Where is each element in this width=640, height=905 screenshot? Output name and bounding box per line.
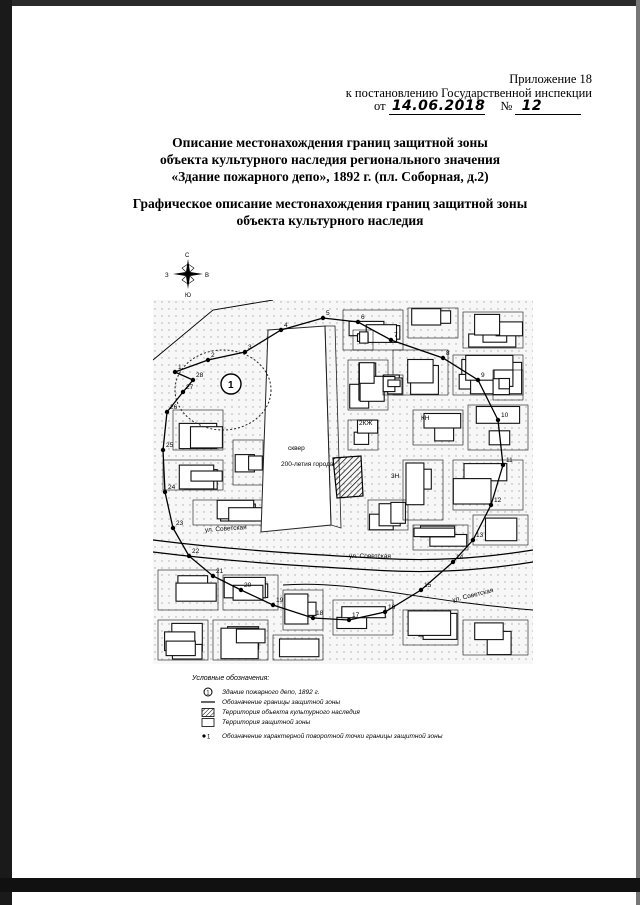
building bbox=[229, 508, 263, 521]
title-line: «Здание пожарного депо», 1892 г. (пл. Соборная, д.2) bbox=[171, 169, 489, 184]
turning-point bbox=[163, 490, 167, 494]
legend-title: Условные обозначения: bbox=[192, 675, 270, 682]
map-label-park: сквер bbox=[288, 445, 305, 452]
building bbox=[236, 629, 265, 643]
compass-rose-icon bbox=[164, 250, 212, 298]
building bbox=[486, 518, 517, 541]
legend-item-object bbox=[200, 687, 320, 697]
turning-point bbox=[383, 610, 387, 614]
turning-point-label: 9 bbox=[481, 372, 485, 379]
turning-point-label: 25 bbox=[166, 442, 174, 449]
turning-point-label: 16 bbox=[388, 604, 396, 611]
turning-point-label: 3 bbox=[248, 344, 252, 351]
title-line: объекта культурного наследия регионального значения bbox=[159, 152, 501, 167]
svg-text:1: 1 bbox=[206, 690, 210, 697]
turning-point bbox=[496, 418, 500, 422]
legend-item-boundary bbox=[200, 697, 340, 707]
date-number-line bbox=[374, 98, 584, 115]
turning-point bbox=[321, 316, 325, 320]
turning-point-label: 2 bbox=[211, 352, 215, 359]
turning-point bbox=[347, 618, 351, 622]
turning-point bbox=[239, 588, 243, 592]
turning-point-label: 14 bbox=[456, 554, 464, 561]
title-line: Описание местонахождения границ защитной зоны bbox=[172, 135, 488, 150]
turning-point-label: 6 bbox=[361, 314, 365, 321]
turning-point-label: 13 bbox=[476, 532, 484, 539]
central-square bbox=[261, 326, 331, 532]
turning-point-label: 12 bbox=[494, 497, 502, 504]
building bbox=[191, 427, 223, 448]
turning-point bbox=[173, 370, 177, 374]
building bbox=[414, 528, 455, 537]
turning-point-label: 27 bbox=[186, 384, 194, 391]
document-title bbox=[120, 134, 540, 185]
compass-east: В bbox=[205, 273, 210, 279]
cadastral-map bbox=[153, 300, 533, 664]
section-subtitle bbox=[120, 195, 540, 229]
turning-point-label: 4 bbox=[284, 322, 288, 329]
building bbox=[359, 363, 374, 384]
legend-item-point bbox=[200, 731, 442, 741]
building bbox=[475, 623, 504, 640]
legend-item-label: Территория объекта культурного наследия bbox=[222, 708, 360, 716]
turning-point-label: 26 bbox=[170, 404, 178, 411]
legend-item-heritage bbox=[200, 707, 360, 717]
turning-point bbox=[311, 616, 315, 620]
turning-point-label: 24 bbox=[168, 484, 176, 491]
turning-point bbox=[501, 463, 505, 467]
building bbox=[249, 456, 263, 470]
turning-point-label: 18 bbox=[316, 610, 324, 617]
map-label-street: ул. Советская bbox=[204, 524, 247, 534]
map-label-street: ул. Советская bbox=[349, 553, 391, 560]
scan-edge-bottom bbox=[0, 878, 640, 892]
map-label-zn: 3Н bbox=[391, 473, 400, 480]
turning-point bbox=[489, 503, 493, 507]
date-prefix: от bbox=[374, 99, 386, 113]
legend-item-label: Обозначение границы защитной зоны bbox=[222, 698, 341, 706]
number-value: 12 bbox=[521, 98, 543, 114]
turning-point-label: 23 bbox=[176, 520, 184, 527]
legend-item-label: Территория защитной зоны bbox=[222, 718, 311, 726]
building bbox=[354, 432, 368, 444]
subtitle-line: объекта культурного наследия bbox=[236, 213, 424, 228]
turning-point bbox=[279, 328, 283, 332]
number-prefix: № bbox=[500, 99, 513, 113]
turning-point bbox=[389, 338, 393, 342]
turning-point bbox=[476, 378, 480, 382]
building bbox=[342, 607, 386, 618]
turning-point-label: 11 bbox=[506, 457, 513, 464]
building bbox=[360, 332, 368, 343]
turning-point-label: 28 bbox=[196, 372, 204, 379]
legend-item-label: Здание пожарного депо, 1892 г. bbox=[222, 688, 320, 696]
building bbox=[408, 360, 433, 383]
turning-point-label: 21 bbox=[216, 568, 224, 575]
compass-west: З bbox=[165, 273, 169, 279]
map-drawing bbox=[153, 300, 533, 664]
turning-point bbox=[419, 588, 423, 592]
map-label-kzh: 2КЖ bbox=[359, 420, 373, 427]
svg-text:1: 1 bbox=[207, 734, 211, 740]
building bbox=[475, 314, 500, 335]
turning-point-label: 8 bbox=[446, 350, 450, 357]
turning-point-label: 10 bbox=[501, 412, 509, 419]
compass-north: С bbox=[185, 253, 190, 259]
map-label-square: 200-летия города bbox=[281, 461, 334, 468]
subtitle-line: Графическое описание местонахождения границ защитной зоны bbox=[132, 196, 528, 211]
building bbox=[408, 611, 451, 636]
turning-point-label: 15 bbox=[424, 582, 432, 589]
turning-point bbox=[271, 603, 275, 607]
appendix-header bbox=[292, 72, 592, 100]
compass-south: Ю bbox=[185, 293, 192, 298]
building bbox=[176, 583, 216, 601]
scan-edge-left bbox=[0, 0, 12, 905]
building bbox=[388, 380, 400, 387]
turning-point-label: 1 bbox=[178, 364, 182, 371]
building bbox=[412, 309, 441, 325]
date-value: 14.06.2018 bbox=[391, 98, 486, 114]
map-label-street: ул. Советская bbox=[451, 587, 495, 604]
turning-point bbox=[356, 320, 360, 324]
turning-point-label: 19 bbox=[276, 597, 284, 604]
legend-item-zone bbox=[200, 717, 310, 727]
building bbox=[280, 639, 319, 657]
turning-point bbox=[243, 350, 247, 354]
turning-point bbox=[181, 390, 185, 394]
turning-point-label: 5 bbox=[326, 310, 330, 317]
turning-point bbox=[165, 410, 169, 414]
turning-point-label: 20 bbox=[244, 582, 252, 589]
building bbox=[166, 641, 195, 656]
heritage-object-territory bbox=[333, 456, 363, 498]
turning-point bbox=[451, 560, 455, 564]
scan-edge-top bbox=[0, 0, 640, 6]
turning-point bbox=[187, 554, 191, 558]
building bbox=[453, 479, 491, 504]
building bbox=[424, 414, 461, 429]
scan-edge-right bbox=[636, 0, 640, 905]
turning-point bbox=[161, 448, 165, 452]
turning-point bbox=[211, 574, 215, 578]
building bbox=[191, 471, 222, 481]
turning-point-label: 7 bbox=[394, 332, 398, 339]
turning-point bbox=[191, 378, 195, 382]
building bbox=[499, 379, 510, 389]
object-marker-label: 1 bbox=[228, 380, 234, 391]
map-label-kn: КН bbox=[421, 415, 430, 422]
building bbox=[406, 463, 424, 505]
turning-point-label: 22 bbox=[192, 548, 200, 555]
turning-point bbox=[471, 538, 475, 542]
resolution-line: к постановлению Государственной инспекции bbox=[345, 86, 592, 100]
turning-point bbox=[441, 356, 445, 360]
building bbox=[285, 594, 308, 624]
turning-point-label: 17 bbox=[352, 612, 360, 619]
turning-point bbox=[171, 526, 175, 530]
legend-item-label: Обозначение характерной поворотной точки границы защитной зоны bbox=[222, 732, 443, 740]
turning-point bbox=[206, 358, 210, 362]
appendix-line: Приложение 18 bbox=[509, 72, 592, 86]
